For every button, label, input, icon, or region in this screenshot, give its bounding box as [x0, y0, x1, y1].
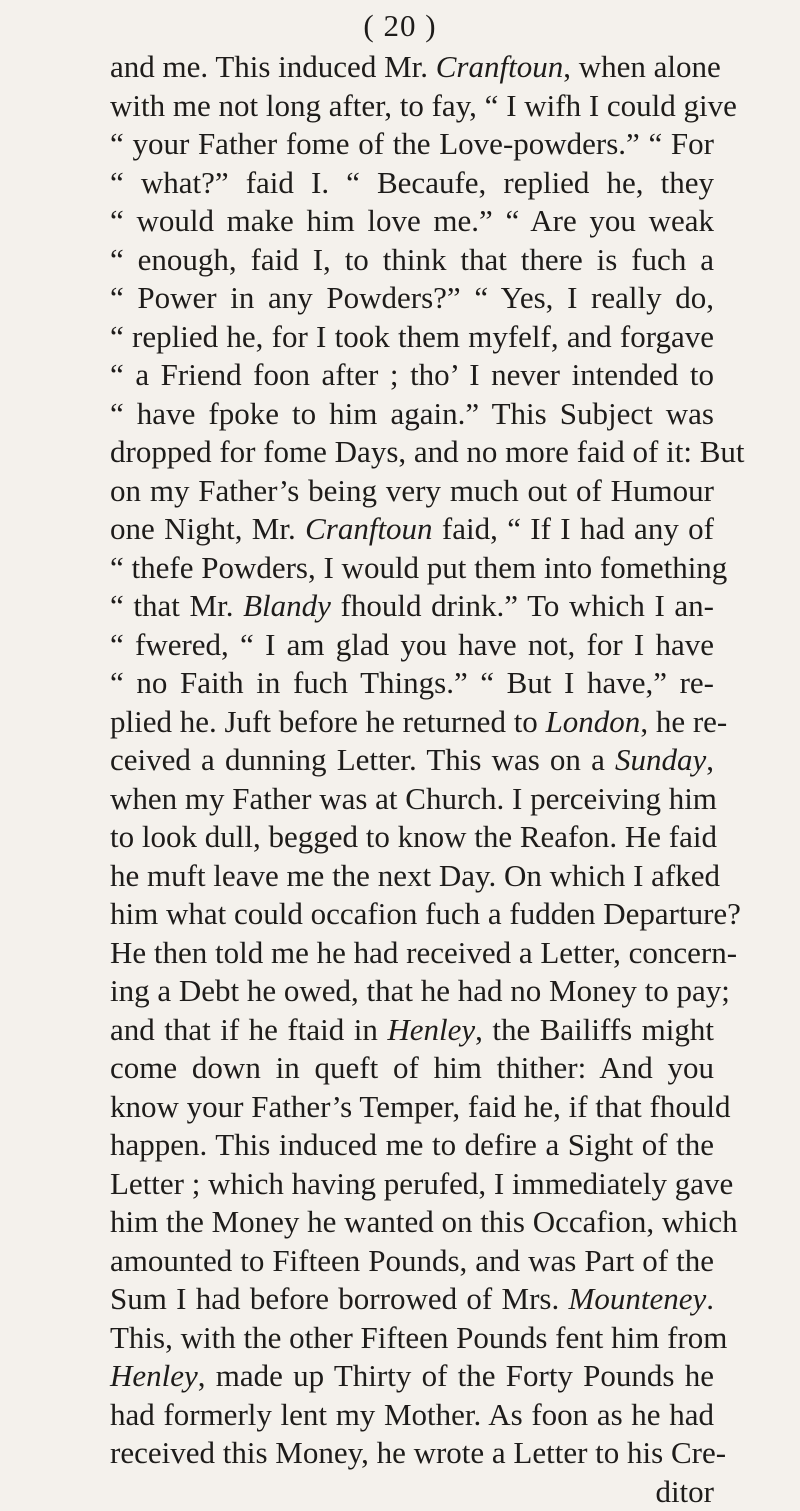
text-line — [110, 395, 714, 434]
text-line — [110, 818, 714, 857]
body-text — [110, 48, 714, 1511]
text-run: plied he. Juft before he returned to — [110, 704, 546, 739]
text-run: he muft leave me the next Day. On which I afked — [110, 858, 720, 893]
italic-run: London — [546, 704, 641, 739]
text-run: , made up Thirty of the Forty Pounds he — [198, 1358, 714, 1393]
text-run: dropped for fome Days, and no more faid of it: But — [110, 434, 745, 469]
text-run: , the Bailiffs might — [475, 1012, 714, 1047]
text-line — [110, 1203, 714, 1242]
text-run: fhould drink.” To which I an- — [331, 588, 714, 623]
text-run: ing a Debt he owed, that he had no Money to pay; — [110, 973, 730, 1008]
text-run: “ would make him love me.” “ Are you weak — [110, 203, 714, 238]
text-line — [110, 1165, 714, 1204]
text-run: Letter ; which having perufed, I immediately gave — [110, 1166, 733, 1201]
text-run: “ that Mr. — [110, 588, 243, 623]
text-run: “ Power in any Powders?” “ Yes, I really do, — [110, 280, 714, 315]
text-line — [110, 202, 714, 241]
text-line — [110, 1049, 714, 1088]
text-line — [110, 433, 714, 472]
text-line — [110, 472, 714, 511]
text-run: , he re- — [640, 704, 727, 739]
text-line — [110, 1319, 714, 1358]
text-run: with me not long after, to fay, “ I wifh I could give — [110, 88, 737, 123]
text-run: and me. This induced Mr. — [110, 49, 436, 84]
text-line — [110, 741, 714, 780]
text-run: “ fwered, “ I am glad you have not, for I have — [110, 627, 714, 662]
text-line — [110, 664, 714, 703]
text-run: “ have fpoke to him again.” This Subject was — [110, 396, 714, 431]
text-line — [110, 164, 714, 203]
text-run: “ replied he, for I took them myfelf, and forgave — [110, 319, 714, 354]
text-line — [110, 857, 714, 896]
text-run: him what could occafion fuch a fudden Departure? — [110, 896, 741, 931]
text-run: and that if he ftaid in — [110, 1012, 387, 1047]
text-run: “ what?” faid I. “ Becaufe, replied he, they — [110, 165, 714, 200]
italic-run: Cranftoun — [436, 49, 563, 84]
catchword: ditor — [110, 1473, 714, 1511]
text-run: Sum I had before borrowed of Mrs. — [110, 1281, 569, 1316]
text-run: had formerly lent my Mother. As foon as he had — [110, 1397, 714, 1432]
text-line — [110, 626, 714, 665]
text-run: him the Money he wanted on this Occafion, which — [110, 1204, 738, 1239]
text-line — [110, 1396, 714, 1435]
text-line — [110, 318, 714, 357]
text-run: “ thefe Powders, I would put them into fomething — [110, 550, 727, 585]
text-run: amounted to Fifteen Pounds, and was Part of the — [110, 1243, 714, 1278]
text-line — [110, 587, 714, 626]
text-run: come down in queft of him thither: And you — [110, 1050, 714, 1085]
text-run: one Night, Mr. — [110, 511, 305, 546]
text-line — [110, 48, 714, 87]
text-line — [110, 279, 714, 318]
text-line — [110, 1126, 714, 1165]
text-run: faid, “ If I had any of — [433, 511, 714, 546]
text-run: happen. This induced me to defire a Sight of the — [110, 1127, 714, 1162]
text-run: “ enough, faid I, to think that there is fuch a — [110, 242, 714, 277]
text-line — [110, 87, 714, 126]
text-run: “ your Father fome of the Love-powders.” “ For — [110, 126, 714, 161]
text-line — [110, 895, 714, 934]
italic-run: Sunday — [615, 742, 706, 777]
text-run: “ no Faith in fuch Things.” “ But I have,” re- — [110, 665, 714, 700]
text-run: ceived a dunning Letter. This was on a — [110, 742, 615, 777]
text-run: on my Father’s being very much out of Humour — [110, 473, 714, 508]
text-line — [110, 549, 714, 588]
text-line — [110, 510, 714, 549]
text-line — [110, 1434, 714, 1473]
text-line — [110, 934, 714, 973]
text-line — [110, 356, 714, 395]
text-line — [110, 1280, 714, 1319]
text-line — [110, 780, 714, 819]
text-line — [110, 703, 714, 742]
text-line — [110, 241, 714, 280]
text-run: when my Father was at Church. I perceiving him — [110, 781, 717, 816]
text-line — [110, 125, 714, 164]
text-run: know your Father’s Temper, faid he, if that fhould — [110, 1089, 730, 1124]
text-line — [110, 1357, 714, 1396]
text-line — [110, 972, 714, 1011]
text-run: to look dull, begged to know the Reafon. He faid — [110, 819, 717, 854]
text-run: “ a Friend foon after ; tho’ I never intended to — [110, 357, 714, 392]
text-line — [110, 1242, 714, 1281]
text-line — [110, 1011, 714, 1050]
text-run: This, with the other Fifteen Pounds fent him from — [110, 1320, 727, 1355]
text-line — [110, 1088, 714, 1127]
page-number: ( 20 ) — [0, 6, 800, 46]
text-run: , — [706, 742, 714, 777]
italic-run: Mounteney — [569, 1281, 707, 1316]
italic-run: Cranftoun — [305, 511, 432, 546]
text-run: . — [706, 1281, 714, 1316]
italic-run: Henley — [110, 1358, 198, 1393]
text-run: He then told me he had received a Letter, concern- — [110, 935, 737, 970]
italic-run: Henley — [387, 1012, 475, 1047]
italic-run: Blandy — [243, 588, 331, 623]
text-run: received this Money, he wrote a Letter to his Cre- — [110, 1435, 726, 1470]
text-run: , when alone — [563, 49, 721, 84]
